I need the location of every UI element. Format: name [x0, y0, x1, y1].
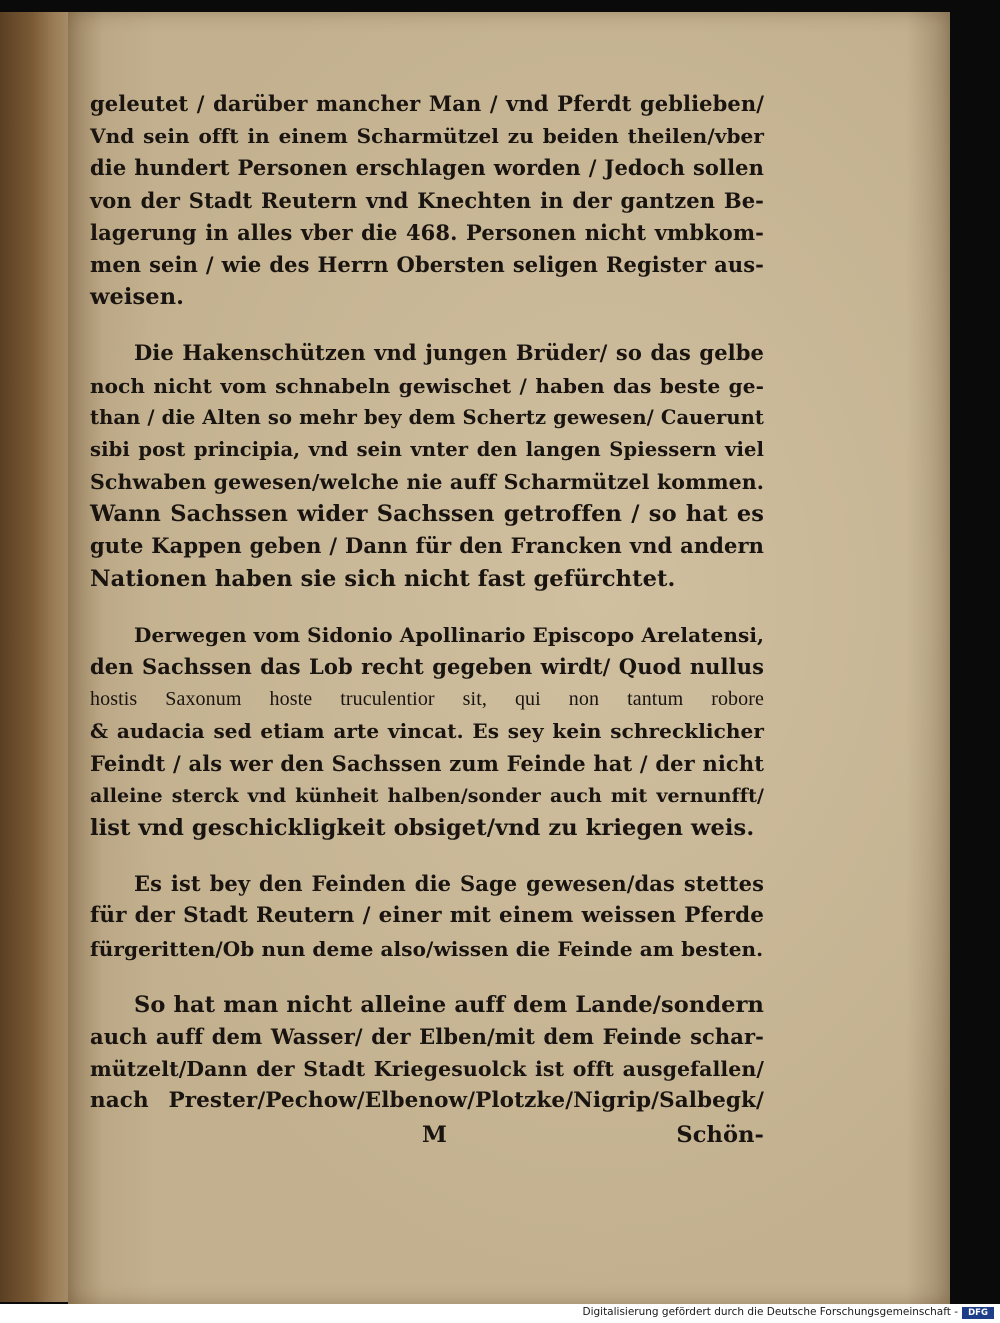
text-line: & audacia sed etiam arte vincat. Es sey kein schrecklicher: [90, 719, 764, 744]
text-line: alleine sterck vnd künheit halben/sonder auch mit vernunfft/: [90, 784, 764, 807]
text-line: Feindt / als wer den Sachssen zum Feinde hat / der nicht: [90, 750, 764, 776]
text-line: men sein / wie des Herrn Obersten seligen Register aus-: [90, 251, 764, 277]
book-binding-edge: [0, 12, 72, 1302]
text-line: Die Hakenschützen vnd jungen Brüder/ so das gelbe: [134, 340, 764, 366]
text-line: Derwegen vom Sidonio Apollinario Episcopo Arelatensi,: [134, 622, 765, 647]
paragraph-2: [90, 337, 764, 595]
text-line: list vnd geschickligkeit obsiget/vnd zu kriegen weis.: [90, 814, 755, 841]
dfg-logo-icon: DFG: [962, 1307, 994, 1319]
text-line: hostis Saxonum hoste truculentior sit, qui non tantum robore: [90, 688, 764, 711]
text-line: Wann Sachssen wider Sachssen getroffen / so hat es: [90, 501, 764, 528]
text-line: Vnd sein offt in einem Scharmützel zu beiden theilen/vber: [90, 124, 764, 149]
text-line: lagerung in alles vber die 468. Personen nicht vmbkom-: [90, 219, 764, 245]
text-line: So hat man nicht alleine auff dem Lande/sondern: [134, 991, 764, 1018]
text-line: Es ist bey den Feinden die Sage gewesen/das stettes: [134, 871, 764, 897]
text-line: mützelt/Dann der Stadt Kriegesuolck ist offt ausgefallen/: [90, 1057, 764, 1082]
text-line: than / die Alten so mehr bey dem Schertz gewesen/ Cauerunt: [90, 405, 764, 429]
text-line: Nationen haben sie sich nicht fast gefürchtet.: [90, 565, 676, 592]
text-line: Schwaben gewesen/welche nie auff Scharmützel kommen.: [90, 470, 764, 495]
catchword: Schön-: [676, 1122, 764, 1149]
text-line: geleutet / darüber mancher Man / vnd Pferdt geblieben/: [90, 91, 764, 116]
text-line: für der Stadt Reutern / einer mit einem weissen Pferde: [90, 903, 764, 929]
text-line: den Sachssen das Lob recht gegeben wirdt/ Quod nullus: [90, 654, 764, 679]
text-line: die hundert Personen erschlagen worden / Jedoch sollen: [90, 155, 764, 181]
text-line: von der Stadt Reutern vnd Knechten in der gantzen Be-: [90, 187, 764, 213]
paragraph-4: [90, 868, 764, 965]
text-line: sibi post principia, vnd sein vnter den langen Spiessern viel: [90, 437, 764, 461]
text-line: weisen.: [90, 284, 185, 311]
paragraph-5: [90, 989, 764, 1118]
page-footer: [90, 1119, 764, 1151]
page-text: [90, 88, 764, 1152]
book-page: [68, 12, 950, 1304]
text-line: gute Kappen geben / Dann für den Francken vnd andern: [90, 533, 764, 559]
signature-mark: M: [422, 1122, 448, 1149]
text-line: fürgeritten/Ob nun deme also/wissen die Feinde am besten.: [90, 936, 764, 961]
funding-credit: Digitalisierung gefördert durch die Deutsche Forschungsgemeinschaft -: [582, 1306, 958, 1318]
text-line: noch nicht vom schnabeln gewischet / haben das beste ge-: [90, 373, 764, 398]
paragraph-1: [90, 88, 764, 313]
text-line: nach Prester/Pechow/Elbenow/Plotzke/Nigrip/Salbegk/: [90, 1088, 764, 1114]
text-line: auch auff dem Wasser/ der Elben/mit dem Feinde schar-: [90, 1023, 764, 1049]
credit-bar: [0, 1304, 1000, 1323]
paragraph-3: [90, 619, 764, 844]
